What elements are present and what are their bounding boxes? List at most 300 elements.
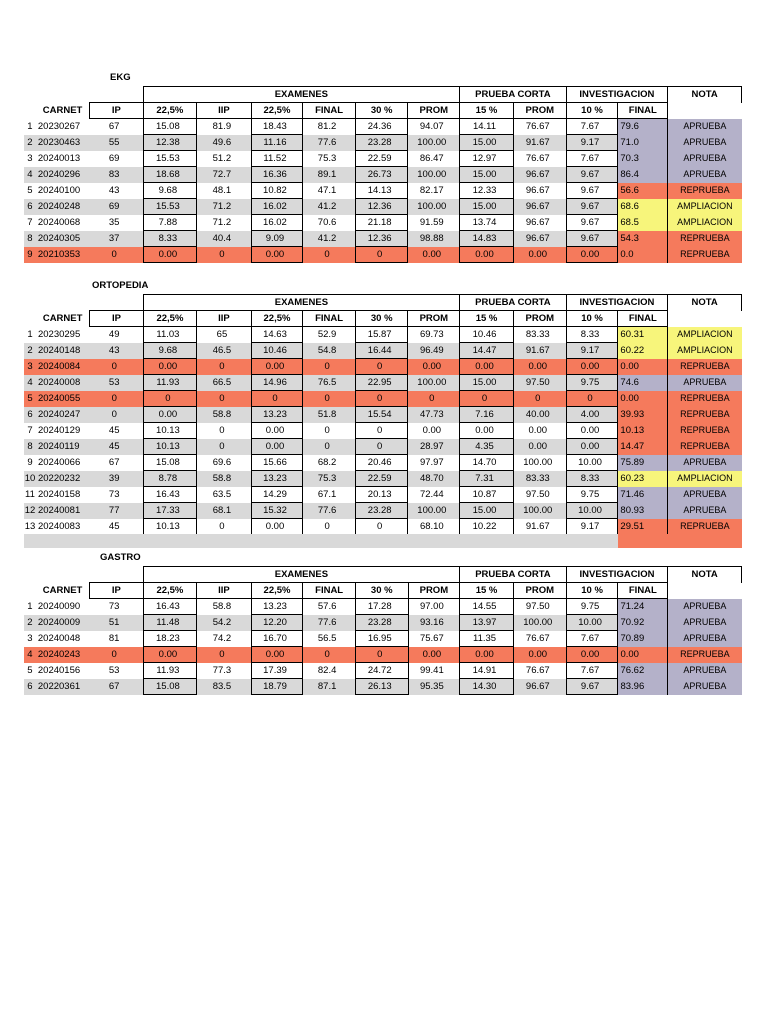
column-header-iip: IIP xyxy=(197,103,251,119)
header-row-columns xyxy=(24,103,742,119)
ip-weighted-cell: 15.53 xyxy=(143,199,197,215)
header-nota: NOTA xyxy=(668,87,742,103)
column-header-prom2: PROM xyxy=(513,583,566,599)
final-grade-cell: 0.00 xyxy=(618,647,668,663)
prom-research-cell: 96.67 xyxy=(525,217,550,228)
prom-quiz-cell: 98.88 xyxy=(408,231,460,247)
section-title: EKG xyxy=(110,72,131,83)
research-weighted-cell: 9.17 xyxy=(566,343,618,359)
final-weighted-cell: 20.46 xyxy=(355,455,408,471)
carnet-cell: 20220361 xyxy=(36,679,90,695)
column-header-carnet: CARNET xyxy=(42,313,83,324)
prom-quiz-cell: 0 xyxy=(408,391,460,407)
final-exam-cell: 89.1 xyxy=(303,167,356,183)
iip-cell: 48.1 xyxy=(212,185,232,196)
column-header-carnet: CARNET xyxy=(42,105,83,116)
column-header-p10: 10 % xyxy=(566,103,618,119)
iip-cell: 81.9 xyxy=(212,121,232,133)
prom-research-cell: 96.67 xyxy=(513,679,566,695)
iip-weighted-cell: 14.29 xyxy=(251,487,303,503)
carnet-cell: 20240305 xyxy=(36,231,90,247)
column-header-prom2: PROM xyxy=(513,103,566,119)
column-header-p30: 30 % xyxy=(355,311,408,327)
final-footer-band xyxy=(618,534,742,548)
research-weighted-cell: 9.67 xyxy=(566,183,618,199)
ip-weighted-cell: 15.53 xyxy=(143,151,197,167)
ip-weighted-cell: 18.23 xyxy=(143,631,197,647)
final-exam-cell: 77.6 xyxy=(303,503,356,519)
header-row-groups xyxy=(24,567,742,583)
carnet-cell: 20240068 xyxy=(37,217,81,228)
prom-research-cell: 40.00 xyxy=(513,407,566,423)
final-grade-cell: 68.5 xyxy=(618,215,668,231)
row-index: 8 xyxy=(24,439,36,455)
iip-weighted-cell: 16.02 xyxy=(251,199,303,215)
table-row xyxy=(24,391,742,407)
column-header-ex_final: FINAL xyxy=(303,311,356,327)
ip-cell: 39 xyxy=(90,471,143,487)
iip-cell: 0 xyxy=(197,391,251,407)
final-exam-cell: 52.9 xyxy=(317,329,337,341)
ip-weighted-cell: 16.43 xyxy=(143,599,197,615)
row-index: 3 xyxy=(27,633,33,644)
iip-cell: 0 xyxy=(219,521,225,532)
status-cell: AMPLIACION xyxy=(668,343,742,359)
status-cell: REPRUEBA xyxy=(668,247,742,263)
research-weighted-cell: 9.67 xyxy=(566,215,618,231)
status-cell: AMPLIACION xyxy=(668,199,742,215)
quiz-weighted-cell: 11.35 xyxy=(460,631,514,647)
final-grade-cell: 60.31 xyxy=(618,327,668,343)
carnet-cell: 20240100 xyxy=(37,185,81,196)
table-row xyxy=(24,631,742,647)
prom-quiz-cell: 69.73 xyxy=(419,329,444,341)
quiz-weighted-cell: 7.16 xyxy=(460,407,514,423)
final-exam-cell: 0 xyxy=(303,647,356,663)
ip-cell: 83 xyxy=(90,167,143,183)
quiz-weighted-cell: 14.11 xyxy=(460,119,514,135)
final-exam-cell: 41.2 xyxy=(303,231,356,247)
grades-table xyxy=(24,294,742,535)
column-header-ip: IP xyxy=(90,311,143,327)
header-prueba-corta: PRUEBA CORTA xyxy=(460,295,566,311)
header-row-columns xyxy=(24,311,742,327)
final-weighted-cell: 21.18 xyxy=(355,215,408,231)
iip-cell: 65 xyxy=(216,329,228,341)
row-index: 6 xyxy=(24,407,36,423)
carnet-cell: 20240084 xyxy=(36,359,90,375)
research-weighted-cell: 9.17 xyxy=(566,135,618,151)
prom-quiz-cell: 99.41 xyxy=(419,665,444,676)
final-weighted-cell: 24.72 xyxy=(355,663,408,679)
carnet-cell: 20240048 xyxy=(37,633,81,644)
row-index: 1 xyxy=(27,121,33,132)
status-cell: AMPLIACION xyxy=(668,471,742,487)
iip-cell: 54.2 xyxy=(197,615,252,631)
header-examenes: EXAMENES xyxy=(143,567,460,583)
carnet-cell: 20230295 xyxy=(37,329,81,340)
status-cell: REPRUEBA xyxy=(668,183,742,199)
header-row-columns xyxy=(24,583,742,599)
column-header-p10: 10 % xyxy=(566,583,618,599)
iip-weighted-cell: 13.23 xyxy=(251,407,303,423)
final-grade-cell: 0.00 xyxy=(618,391,668,407)
ip-cell: 67 xyxy=(108,457,120,468)
header-nota: NOTA xyxy=(668,295,742,311)
research-weighted-cell: 4.00 xyxy=(566,407,618,423)
iip-cell: 46.5 xyxy=(197,343,251,359)
final-weighted-cell: 12.36 xyxy=(355,199,408,215)
column-header-prom1: PROM xyxy=(408,311,460,327)
final-exam-cell: 75.3 xyxy=(303,471,356,487)
prom-research-cell: 0 xyxy=(513,391,566,407)
column-header-p225a: 22,5% xyxy=(143,311,197,327)
table-row xyxy=(24,183,742,199)
prom-quiz-cell: 0.00 xyxy=(408,359,460,375)
final-grade-cell: 74.6 xyxy=(618,375,668,391)
final-exam-cell: 68.2 xyxy=(317,457,337,468)
iip-cell: 0 xyxy=(219,425,225,436)
quiz-weighted-cell: 15.00 xyxy=(460,375,514,391)
prom-research-cell: 96.67 xyxy=(525,185,550,196)
ip-weighted-cell: 16.43 xyxy=(143,487,197,503)
research-weighted-cell: 9.17 xyxy=(566,519,618,535)
research-weighted-cell: 9.67 xyxy=(566,167,618,183)
final-weighted-cell: 24.36 xyxy=(355,119,408,135)
header-spacer xyxy=(668,583,742,599)
ip-cell: 45 xyxy=(108,521,120,532)
carnet-cell: 20220232 xyxy=(36,471,90,487)
prom-research-cell: 0.00 xyxy=(513,359,566,375)
iip-cell: 58.8 xyxy=(197,471,251,487)
iip-cell: 69.6 xyxy=(212,457,232,468)
column-header-p15: 15 % xyxy=(460,103,514,119)
carnet-cell: 20240158 xyxy=(37,489,81,500)
column-header-p225a: 22,5% xyxy=(143,103,197,119)
column-header-final: FINAL xyxy=(618,583,668,599)
header-prueba-corta: PRUEBA CORTA xyxy=(460,567,567,583)
iip-weighted-cell: 0.00 xyxy=(251,359,303,375)
final-exam-cell: 81.2 xyxy=(317,121,337,133)
quiz-weighted-cell: 14.91 xyxy=(460,663,514,679)
final-exam-cell: 82.4 xyxy=(317,665,337,676)
table-row xyxy=(24,647,742,663)
iip-weighted-cell: 18.79 xyxy=(251,679,303,695)
quiz-weighted-cell: 15.00 xyxy=(460,199,514,215)
final-weighted-cell: 22.95 xyxy=(355,375,408,391)
final-grade-cell: 39.93 xyxy=(618,407,668,423)
iip-weighted-cell: 0.00 xyxy=(251,247,303,263)
prom-research-cell: 96.67 xyxy=(513,231,566,247)
research-weighted-cell: 7.67 xyxy=(566,151,618,167)
status-cell: REPRUEBA xyxy=(668,231,742,247)
ip-weighted-cell: 11.93 xyxy=(143,663,197,679)
status-cell: APRUEBA xyxy=(668,135,742,151)
ip-weighted-cell: 17.33 xyxy=(143,503,197,519)
row-index: 5 xyxy=(24,391,36,407)
header-row-groups xyxy=(24,87,742,103)
carnet-cell: 20240066 xyxy=(37,457,81,468)
prom-quiz-cell: 0.00 xyxy=(422,425,442,436)
final-grade-cell: 68.6 xyxy=(618,199,668,215)
iip-cell: 49.6 xyxy=(197,135,251,151)
ip-weighted-cell: 10.13 xyxy=(143,519,197,535)
ip-weighted-cell: 0 xyxy=(143,391,197,407)
table-row xyxy=(24,455,742,471)
iip-weighted-cell: 16.02 xyxy=(251,215,303,231)
final-weighted-cell: 0 xyxy=(355,359,408,375)
row-index: 5 xyxy=(27,665,33,676)
iip-cell: 0 xyxy=(197,359,251,375)
header-spacer xyxy=(24,583,36,599)
status-cell: APRUEBA xyxy=(668,503,742,519)
final-weighted-cell: 0 xyxy=(355,423,408,439)
carnet-cell: 20240013 xyxy=(37,153,81,164)
iip-cell: 51.2 xyxy=(212,153,232,164)
header-spacer xyxy=(742,295,743,311)
row-index: 5 xyxy=(27,185,33,196)
table-row xyxy=(24,247,742,263)
ip-weighted-cell: 18.68 xyxy=(143,167,197,183)
research-weighted-cell: 10.00 xyxy=(566,503,618,519)
header-spacer xyxy=(24,311,36,327)
final-grade-cell: 10.13 xyxy=(618,423,668,439)
table-row xyxy=(24,423,742,439)
row-index: 11 xyxy=(25,489,35,500)
row-index: 7 xyxy=(27,217,33,228)
table-row xyxy=(24,407,742,423)
final-grade-cell: 79.6 xyxy=(618,119,668,135)
status-cell: APRUEBA xyxy=(668,599,742,615)
prom-quiz-cell: 48.70 xyxy=(408,471,460,487)
final-grade-cell: 76.62 xyxy=(618,663,668,679)
header-spacer xyxy=(742,567,743,583)
ip-cell: 51 xyxy=(90,615,143,631)
final-exam-cell: 70.6 xyxy=(317,217,337,228)
quiz-weighted-cell: 12.97 xyxy=(460,151,514,167)
prom-research-cell: 76.67 xyxy=(525,633,550,644)
final-weighted-cell: 0 xyxy=(355,439,408,455)
research-weighted-cell: 9.75 xyxy=(566,487,618,503)
final-weighted-cell: 22.59 xyxy=(355,151,408,167)
prom-quiz-cell: 82.17 xyxy=(419,185,444,196)
row-index: 4 xyxy=(24,375,36,391)
final-grade-cell: 0.0 xyxy=(618,247,668,263)
header-investigacion: INVESTIGACION xyxy=(566,87,668,103)
header-spacer xyxy=(24,103,36,119)
table-row xyxy=(24,151,742,167)
iip-cell: 0 xyxy=(197,247,251,263)
research-weighted-cell: 0 xyxy=(566,391,618,407)
prom-quiz-cell: 68.10 xyxy=(419,521,444,532)
iip-weighted-cell: 12.20 xyxy=(251,615,303,631)
row-index: 10 xyxy=(24,471,36,487)
quiz-weighted-cell: 15.00 xyxy=(460,167,514,183)
quiz-weighted-cell: 12.33 xyxy=(460,183,514,199)
final-exam-cell: 51.8 xyxy=(303,407,356,423)
section-title: ORTOPEDIA xyxy=(92,280,149,291)
prom-quiz-cell: 100.00 xyxy=(408,375,460,391)
quiz-weighted-cell: 0.00 xyxy=(460,423,514,439)
table-row xyxy=(24,327,742,343)
carnet-cell: 20240008 xyxy=(36,375,90,391)
prom-research-cell: 0.00 xyxy=(513,247,566,263)
final-weighted-cell: 15.54 xyxy=(355,407,408,423)
row-index: 2 xyxy=(24,343,36,359)
row-index: 4 xyxy=(24,647,36,663)
final-weighted-cell: 15.87 xyxy=(355,327,408,343)
column-header-prom1: PROM xyxy=(408,583,460,599)
ip-cell: 67 xyxy=(108,121,120,133)
ip-cell: 0 xyxy=(90,391,143,407)
iip-cell: 40.4 xyxy=(197,231,251,247)
quiz-weighted-cell: 7.31 xyxy=(460,471,514,487)
header-examenes: EXAMENES xyxy=(143,87,460,103)
research-weighted-cell: 0.00 xyxy=(566,359,618,375)
column-header-carnet: CARNET xyxy=(42,585,83,596)
ip-cell: 35 xyxy=(108,217,120,228)
research-weighted-cell: 0.00 xyxy=(566,647,618,663)
research-weighted-cell: 7.67 xyxy=(566,631,618,647)
prom-quiz-cell: 47.73 xyxy=(408,407,460,423)
final-weighted-cell: 0 xyxy=(355,247,408,263)
iip-weighted-cell: 14.96 xyxy=(251,375,303,391)
row-index: 3 xyxy=(24,359,36,375)
carnet-cell: 20230463 xyxy=(36,135,90,151)
final-grade-cell: 70.89 xyxy=(618,631,668,647)
ip-weighted-cell: 10.13 xyxy=(143,439,197,455)
row-index: 9 xyxy=(24,247,36,263)
status-cell: APRUEBA xyxy=(668,663,742,679)
research-weighted-cell: 0.00 xyxy=(566,423,618,439)
prom-quiz-cell: 94.07 xyxy=(419,121,444,133)
prom-quiz-cell: 75.67 xyxy=(419,633,444,644)
column-header-iip: IIP xyxy=(197,311,251,327)
final-grade-cell: 71.24 xyxy=(618,599,668,615)
header-spacer xyxy=(668,311,742,327)
final-weighted-cell: 26.73 xyxy=(355,167,408,183)
section-title: GASTRO xyxy=(100,552,141,563)
prom-quiz-cell: 97.97 xyxy=(419,457,444,468)
table-row xyxy=(24,599,742,615)
iip-weighted-cell: 17.39 xyxy=(251,663,303,679)
iip-weighted-cell: 11.16 xyxy=(251,135,303,151)
carnet-cell: 20240009 xyxy=(36,615,90,631)
status-cell: REPRUEBA xyxy=(668,647,742,663)
prom-quiz-cell: 100.00 xyxy=(408,199,460,215)
final-exam-cell: 77.6 xyxy=(303,135,356,151)
prom-quiz-cell: 93.16 xyxy=(408,615,460,631)
prom-research-cell: 0.00 xyxy=(513,439,566,455)
column-header-ex_final: FINAL xyxy=(303,583,356,599)
ip-weighted-cell: 11.93 xyxy=(143,375,197,391)
quiz-weighted-cell: 10.22 xyxy=(460,519,514,535)
final-exam-cell: 47.1 xyxy=(317,185,337,196)
ip-weighted-cell: 11.48 xyxy=(143,615,197,631)
final-exam-cell: 0 xyxy=(324,425,330,436)
final-grade-cell: 0.00 xyxy=(618,359,668,375)
column-header-p15: 15 % xyxy=(460,583,514,599)
status-cell: APRUEBA xyxy=(668,615,742,631)
row-index: 6 xyxy=(24,199,36,215)
quiz-weighted-cell: 0 xyxy=(460,391,514,407)
header-prueba-corta: PRUEBA CORTA xyxy=(460,87,566,103)
quiz-weighted-cell: 14.30 xyxy=(460,679,514,695)
final-grade-cell: 60.23 xyxy=(618,471,668,487)
final-exam-cell: 56.5 xyxy=(317,633,337,644)
carnet-cell: 20240055 xyxy=(36,391,90,407)
final-grade-cell: 56.6 xyxy=(618,183,668,199)
research-weighted-cell: 8.33 xyxy=(566,327,618,343)
quiz-weighted-cell: 14.55 xyxy=(460,599,514,615)
prom-research-cell: 83.33 xyxy=(525,329,550,341)
ip-weighted-cell: 10.13 xyxy=(143,423,197,439)
header-row-groups xyxy=(24,295,742,311)
quiz-weighted-cell: 13.74 xyxy=(460,215,514,231)
carnet-cell: 20240243 xyxy=(36,647,90,663)
iip-weighted-cell: 0.00 xyxy=(251,647,303,663)
research-weighted-cell: 0.00 xyxy=(566,247,618,263)
iip-weighted-cell: 13.23 xyxy=(251,599,303,615)
status-cell: APRUEBA xyxy=(668,167,742,183)
ip-cell: 43 xyxy=(90,343,143,359)
final-weighted-cell: 14.13 xyxy=(355,183,408,199)
table-row xyxy=(24,375,742,391)
ip-cell: 53 xyxy=(90,375,143,391)
column-header-final: FINAL xyxy=(618,311,668,327)
ip-weighted-cell: 0.00 xyxy=(143,647,197,663)
row-index: 13 xyxy=(24,521,36,532)
final-grade-cell: 86.4 xyxy=(618,167,668,183)
column-header-ip: IP xyxy=(90,583,143,599)
iip-weighted-cell: 0.00 xyxy=(251,519,303,535)
final-exam-cell: 0 xyxy=(303,247,356,263)
ip-cell: 81 xyxy=(108,633,120,644)
ip-weighted-cell: 15.08 xyxy=(143,455,197,471)
iip-cell: 66.5 xyxy=(197,375,251,391)
column-header-final: FINAL xyxy=(618,103,668,119)
ip-cell: 37 xyxy=(90,231,143,247)
status-cell: APRUEBA xyxy=(668,151,742,167)
grades-table xyxy=(24,86,742,263)
status-cell: AMPLIACION xyxy=(668,215,742,231)
final-weighted-cell: 17.28 xyxy=(355,599,408,615)
iip-weighted-cell: 14.63 xyxy=(251,327,303,343)
final-exam-cell: 57.6 xyxy=(317,601,337,613)
iip-cell: 71.2 xyxy=(197,199,251,215)
ip-weighted-cell: 0.00 xyxy=(143,407,197,423)
final-exam-cell: 0 xyxy=(303,391,356,407)
header-nota: NOTA xyxy=(668,567,742,583)
table-row xyxy=(24,679,742,695)
prom-quiz-cell: 100.00 xyxy=(408,167,460,183)
carnet-cell: 20240129 xyxy=(37,425,81,436)
prom-research-cell: 97.50 xyxy=(525,601,550,613)
column-header-iip: IIP xyxy=(197,583,252,599)
ip-cell: 49 xyxy=(108,329,120,341)
iip-cell: 0 xyxy=(197,439,251,455)
research-weighted-cell: 9.75 xyxy=(566,375,618,391)
prom-quiz-cell: 86.47 xyxy=(419,153,444,164)
iip-weighted-cell: 11.52 xyxy=(251,151,303,167)
ip-weighted-cell: 8.33 xyxy=(143,231,197,247)
table-row xyxy=(24,215,742,231)
status-cell: REPRUEBA xyxy=(668,407,742,423)
header-spacer xyxy=(668,103,742,119)
row-index: 8 xyxy=(24,231,36,247)
carnet-cell: 20240156 xyxy=(37,665,81,676)
prom-research-cell: 76.67 xyxy=(525,121,550,133)
